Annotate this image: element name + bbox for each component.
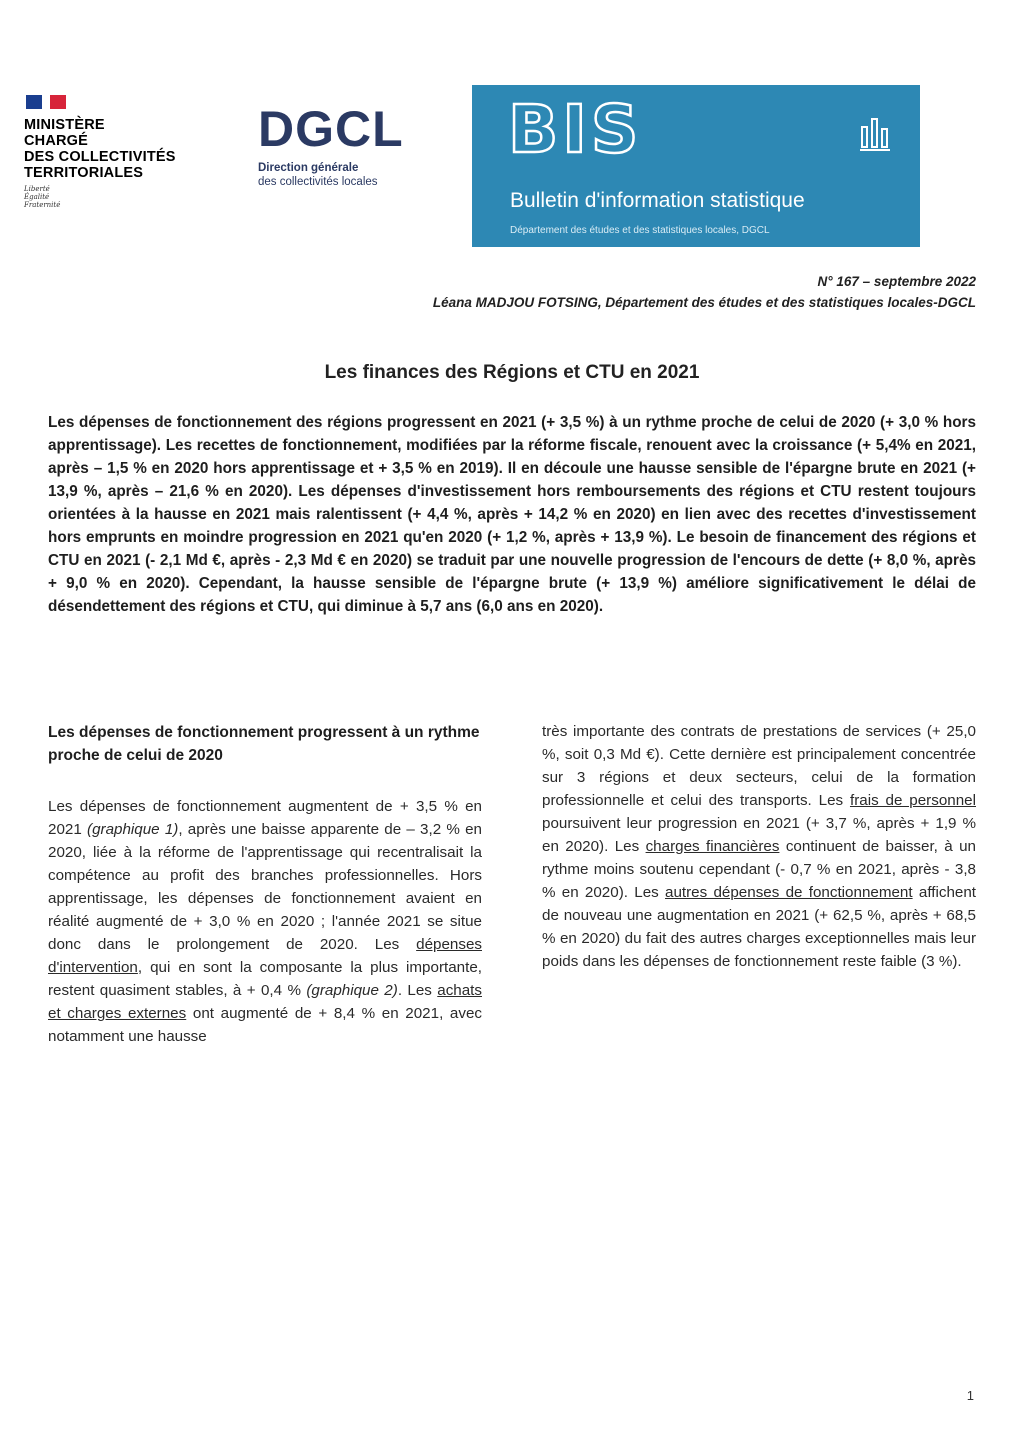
ministere-line: MINISTÈRE	[24, 117, 105, 133]
left-paragraph	[48, 795, 482, 1048]
page-title: Les finances des Régions et CTU en 2021	[324, 362, 700, 383]
ministere-logo	[24, 95, 224, 209]
dgcl-logo	[258, 103, 404, 189]
bis-subtitle: Département des études et des statistiques locales, DGCL	[510, 225, 770, 236]
dgcl-subtitle-2: des collectivités locales	[258, 176, 378, 188]
underlined-term: charges financières	[645, 838, 780, 855]
bis-title: Bulletin d'information statistique	[510, 189, 805, 212]
author-line: Léana MADJOU FOTSING, Département des études et des statistiques locales-DGCL	[432, 295, 976, 310]
section-heading: Les dépenses de fonctionnement progressent à un rythme proche de celui de 2020	[48, 724, 480, 764]
dgcl-wordmark: DGCL	[258, 101, 404, 157]
underlined-term: autres dépenses de fonctionnement	[665, 884, 913, 901]
right-column	[542, 720, 976, 973]
devise	[24, 185, 224, 209]
ministere-line: CHARGÉ	[24, 133, 89, 149]
text-span: poursuivent leur progression en 2021 (+ 3,7 %, après + 1,9 % en 2020). Les	[542, 815, 976, 855]
text-span: , qui en sont la composante la plus importante, restent quasiment stables, à + 0,4 %	[48, 959, 482, 999]
text-span: ont augmenté de + 8,4 % en 2021, avec notamment une hausse	[48, 1005, 483, 1045]
graph-ref: (graphique 2)	[306, 982, 398, 999]
right-paragraph	[542, 720, 976, 973]
underlined-term: achats et charges externes	[48, 982, 482, 1022]
abstract: Les dépenses de fonctionnement des régions progressent en 2021 (+ 3,5 %) à un rythme proche de celui de 2020 (+ 3,0 % hors apprentissage). Les recettes de fonctionnement, modifiées par la réforme fiscale, renouent avec la croissance (+ 5,4% en 2021, après – 1,5 % en 2020 hors apprentissage et + 3,5 % en 2019). Il en découle une hausse sensible de l'épargne brute en 2021 (+ 13,9 %, après – 21,6 % en 2020). Les dépenses d'investissement hors remboursements des régions et CTU restent toujours orientées à la hausse en 2021 mais ralentissent (+ 4,4 %, après + 14,2 % en 2020) en lien avec des recettes d'investissement hors emprunts en moindre progression en 2021 qu'en 2020 (+ 1,2 %, après + 13,9 %). Le besoin de financement des régions et CTU en 2021 (- 2,1 Md €, après - 2,3 Md € en 2020) se traduit par une nouvelle progression de l'encours de dette (+ 8,0 %, après + 9,0 % en 2020). Cependant, la hausse sensible de l'épargne brute (+ 13,9 %) améliore significativement le délai de désendettement des régions et CTU, qui diminue à 5,7 ans (6,0 ans en 2020).	[48, 414, 976, 615]
ministere-line: TERRITORIALES	[24, 165, 144, 181]
issue-meta	[433, 271, 976, 313]
text-span: Les dépenses de fonctionnement augmentent de + 3,5 % en 2021	[48, 798, 482, 838]
underlined-term: frais de personnel	[849, 792, 976, 809]
devise-line: Égalité	[24, 193, 50, 201]
left-column	[48, 721, 482, 1048]
underlined-term: dépenses d'intervention	[48, 936, 482, 976]
bis-banner	[472, 85, 920, 247]
devise-line: Liberté	[24, 185, 50, 193]
flag-icon	[26, 95, 72, 109]
text-span: continuent de baisser, à un rythme moins soutenu cependant (- 0,7 % en 2021, après - 3,8 % en 2020). Les	[542, 838, 976, 901]
building-icon	[860, 117, 890, 153]
bis-wordmark: BIS	[508, 91, 643, 168]
dgcl-subtitle: Direction générale	[258, 162, 359, 174]
ministere-line: DES COLLECTIVITÉS	[24, 149, 176, 165]
text-span: très importante des contrats de prestations de services (+ 25,0 %, soit 0,3 Md €). Cette dernière est principalement concentrée sur 3 régions et deux secteurs, celui de la formation professionnelle et celui des transports. Les	[542, 723, 976, 809]
devise-line: Fraternité	[24, 201, 61, 209]
page-number: 1	[966, 1388, 974, 1403]
issue-number: N° 167 – septembre 2022	[817, 274, 976, 289]
ministere-name	[24, 117, 224, 181]
text-span: affichent de nouveau une augmentation en 2021 (+ 62,5 %, après + 68,5 % en 2020) du fait des autres charges exceptionnelles mais leur poids dans les dépenses de fonctionnement reste faible (3 %).	[542, 884, 977, 970]
graph-ref: (graphique 1)	[87, 821, 179, 838]
text-span: , après une baisse apparente de – 3,2 % en 2020, liée à la réforme de l'apprentissage qui recentralisait la compétence au profit des branches professionnelles. Hors apprentissage, les dépenses de fonctionnement avaient en réalité augmenté de + 3,0 % en 2020 ; l'année 2021 se situe donc dans le prolongement de 2020. Les	[48, 821, 483, 953]
text-span: . Les	[397, 982, 438, 999]
